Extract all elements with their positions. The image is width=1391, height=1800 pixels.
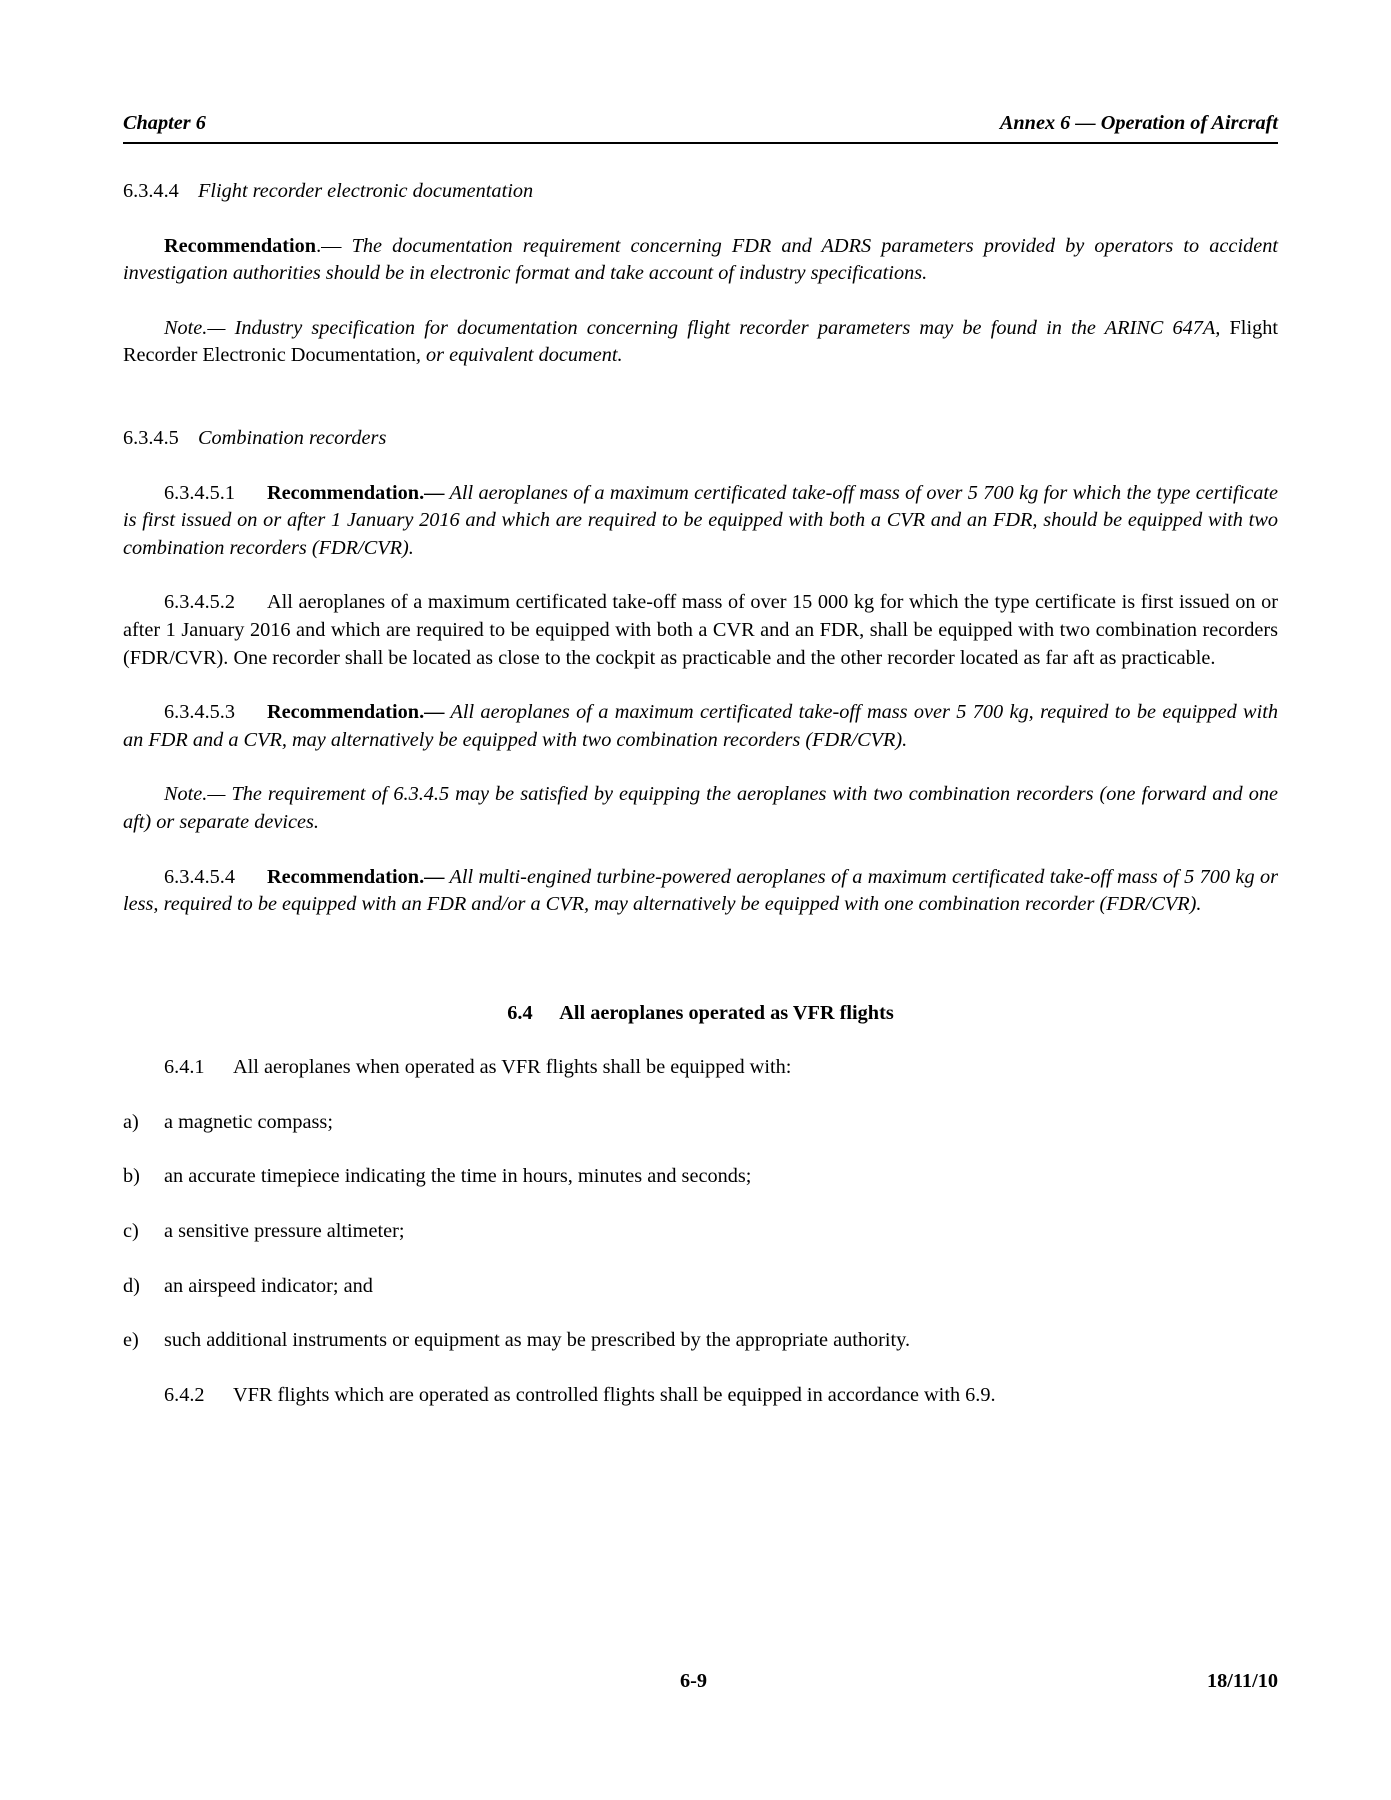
para-number: 6.3.4.5.4 — [164, 865, 235, 888]
para-text: All aeroplanes when operated as VFR flights shall be equipped with: — [233, 1056, 792, 1079]
para-642 — [123, 1382, 1278, 1410]
header-rule — [123, 142, 1278, 144]
item-text: a magnetic compass; — [164, 1110, 333, 1133]
para-text: All aeroplanes of a maximum certificated take-off mass of over 5 700 kg for which the type certificate is first issued on or after 1 January 2016 and which are required to be equipped with both a CVR and an FDR, should be equipped with two combination recorders (FDR/CVR). — [123, 481, 1278, 559]
para-63453 — [123, 699, 1278, 754]
para-text: VFR flights which are operated as controlled flights shall be equipped in accordance with 6.9. — [233, 1383, 996, 1406]
para-text: All multi-engined turbine-powered aeroplanes of a maximum certificated take-off mass of 5 700 kg or less, required to be equipped with an FDR and/or a CVR, may alternatively be equipped with one combination recorder (FDR/CVR). — [123, 865, 1278, 916]
list-item — [123, 1218, 1278, 1246]
para-number: 6.4.1 — [164, 1056, 205, 1079]
para-641 — [123, 1054, 1278, 1082]
rec-label: Recommendation — [164, 234, 317, 257]
list-item — [123, 1327, 1278, 1355]
para-number: 6.3.4.5.1 — [164, 481, 235, 504]
para-63454 — [123, 864, 1278, 919]
section-6345-heading — [123, 425, 1278, 453]
para-text: All aeroplanes of a maximum certificated take-off mass of over 15 000 kg for which the type certificate is first issued on or after 1 January 2016 and which are required to be equipped with both a CVR and an FDR, shall be equipped with two combination recorders (FDR/CVR). One recorder shall be located as close to the cockpit as practicable and the other recorder located as far aft as practicable. — [123, 591, 1278, 669]
rec-sep: .— — [316, 234, 352, 257]
item-label: b) — [123, 1165, 140, 1188]
section-title: Flight recorder electronic documentation — [198, 180, 534, 202]
para-63451 — [123, 480, 1278, 563]
section-title: All aeroplanes operated as VFR flights — [559, 1001, 894, 1024]
note-a: Note.— Industry specification for documentation concerning flight recorder parameters may be found in the ARINC 647A, — [164, 316, 1230, 339]
section-title: Combination recorders — [198, 426, 387, 449]
list-item — [123, 1273, 1278, 1301]
para-number: 6.3.4.5.3 — [164, 701, 235, 724]
rec-label: Recommendation.— — [267, 481, 445, 504]
item-label: a) — [123, 1110, 139, 1133]
rec-text: The documentation requirement concerning FDR and ADRS parameters provided by operators to accident investigation authorities should be in electronic format and take account of industry specifications. — [123, 234, 1278, 285]
footer-date: 18/11/10 — [1207, 1670, 1278, 1692]
note-doc-title: Flight Recorder Electronic Documentation — [123, 316, 1278, 367]
section-6344-heading — [123, 178, 1278, 206]
item-label: d) — [123, 1274, 140, 1297]
list-item — [123, 1163, 1278, 1191]
section-number: 6.4 — [507, 1001, 533, 1024]
rec-label: Recommendation.— — [267, 865, 445, 888]
header-annex: Annex 6 — Operation of Aircraft — [999, 112, 1278, 134]
item-label: e) — [123, 1329, 139, 1352]
para-63452 — [123, 589, 1278, 672]
list-item — [123, 1109, 1278, 1137]
item-label: c) — [123, 1220, 139, 1243]
section-number: 6.3.4.5 — [123, 426, 179, 449]
section-64-heading — [123, 1000, 1278, 1028]
header-chapter: Chapter 6 — [123, 112, 206, 134]
note-6345: Note.— The requirement of 6.3.4.5 may be satisfied by equipping the aeroplanes with two combination recorders (one forward and one aft) or separate devices. — [123, 783, 1278, 833]
para-number: 6.3.4.5.2 — [164, 591, 235, 614]
para-text: All aeroplanes of a maximum certificated take-off mass over 5 700 kg, required to be equipped with an FDR and a CVR, may alternatively be equipped with two combination recorders (FDR/CVR). — [123, 701, 1278, 751]
note-6344 — [123, 315, 1278, 370]
section-number: 6.3.4.4 — [123, 180, 179, 202]
recommendation-6344 — [123, 233, 1278, 288]
page-number: 6-9 — [680, 1670, 708, 1692]
para-number: 6.4.2 — [164, 1383, 205, 1406]
item-text: an accurate timepiece indicating the time in hours, minutes and seconds; — [164, 1165, 752, 1188]
note-c: , or equivalent document. — [415, 344, 623, 367]
page-body — [123, 178, 1278, 1409]
item-text: an airspeed indicator; and — [164, 1274, 373, 1297]
rec-label: Recommendation.— — [267, 701, 445, 724]
item-text: such additional instruments or equipment as may be prescribed by the appropriate authority. — [164, 1329, 911, 1352]
item-text: a sensitive pressure altimeter; — [164, 1220, 405, 1243]
